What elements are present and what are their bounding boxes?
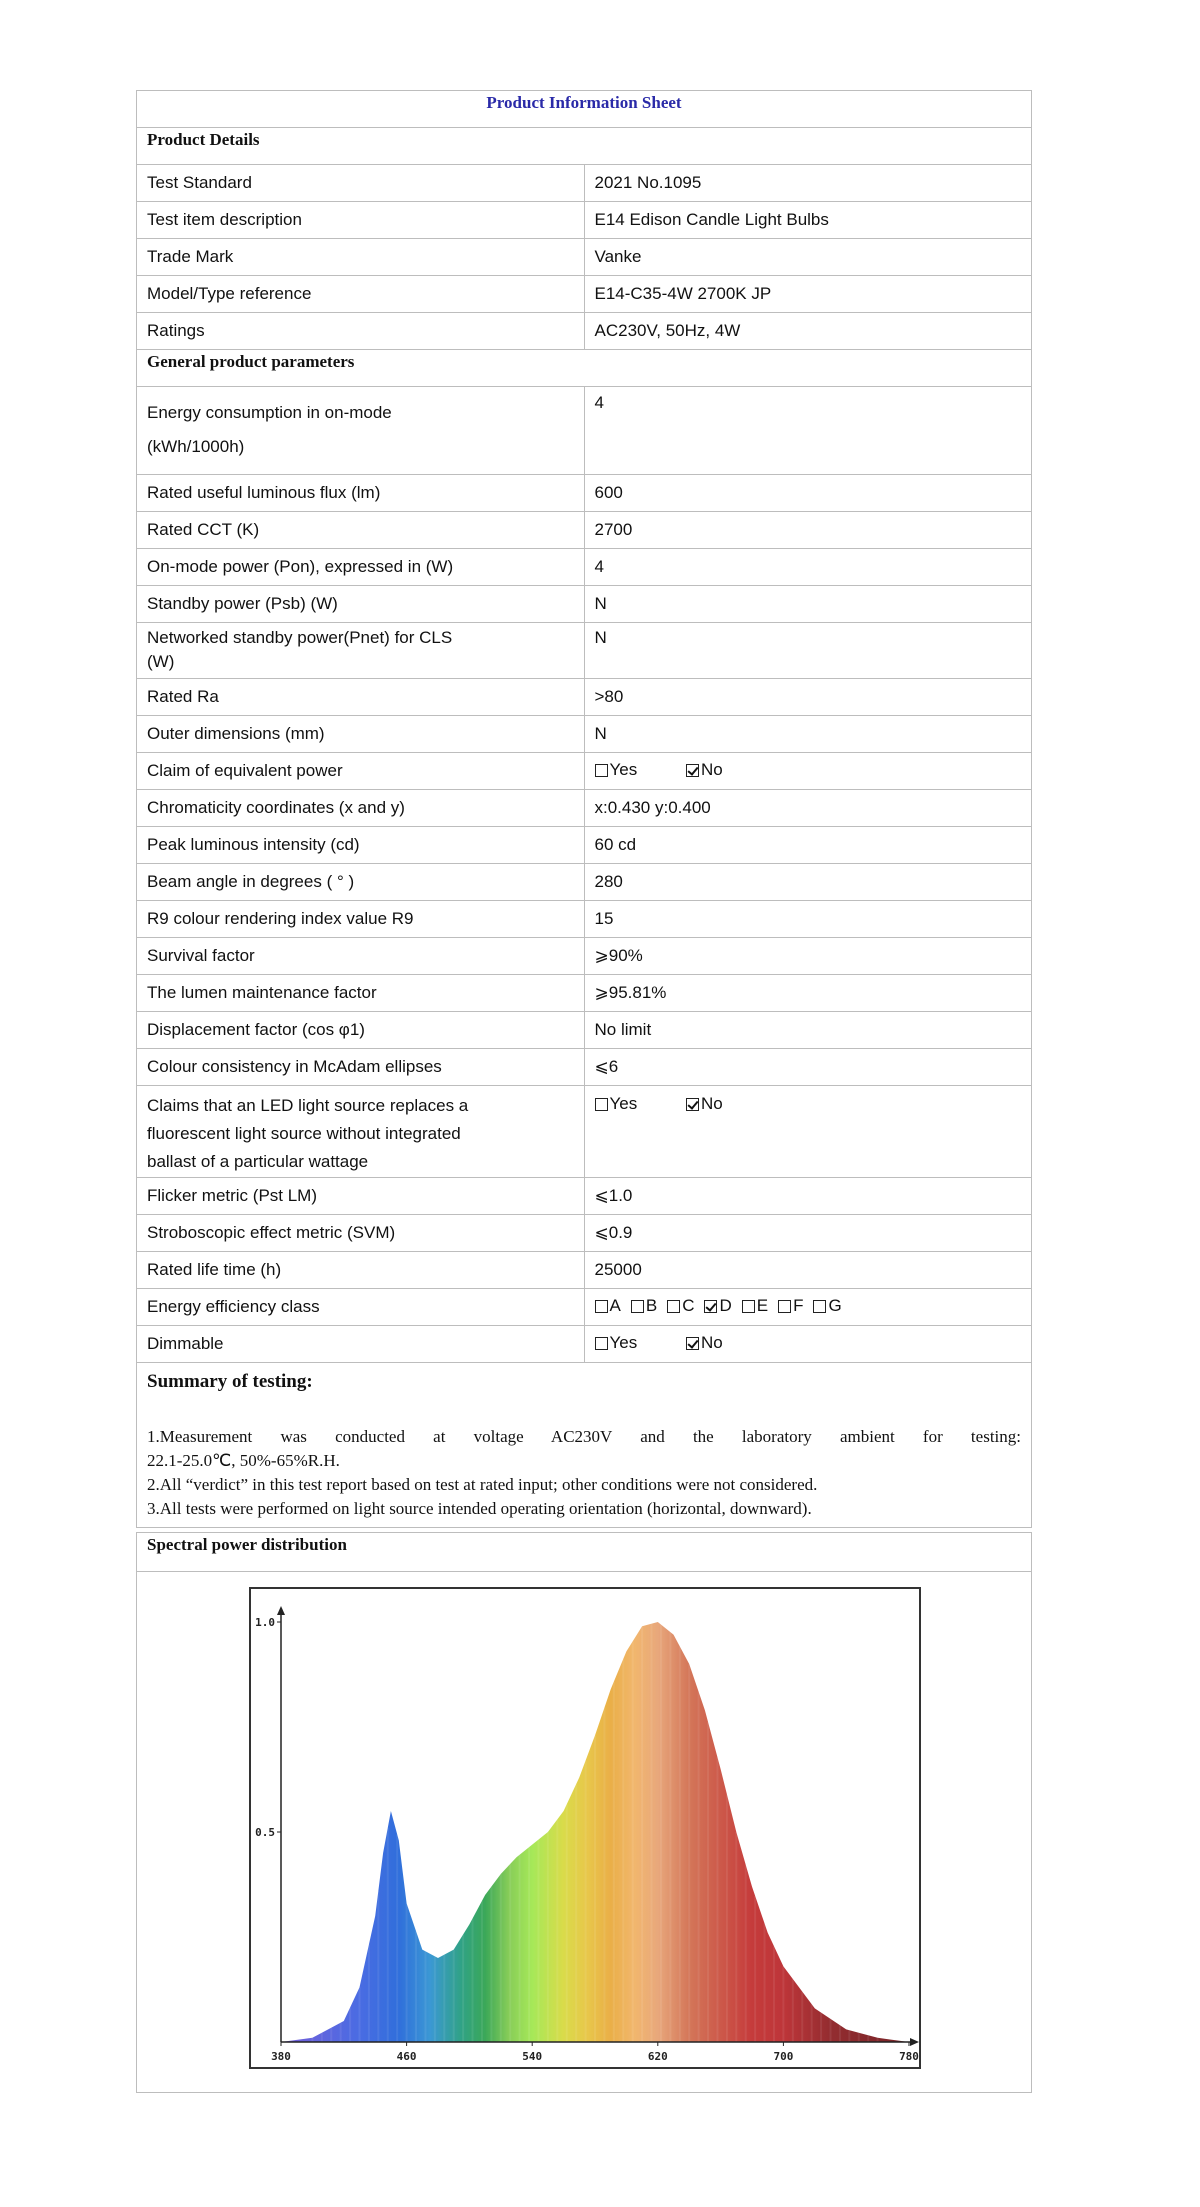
table-row [137, 313, 1032, 350]
equivalent-yes-option[interactable] [595, 758, 638, 782]
networked-label-line2: (W) [147, 652, 175, 671]
table-row [137, 239, 1032, 276]
row-value: 2700 [584, 512, 1032, 549]
section-row [137, 1533, 1032, 1572]
eec-option-c[interactable] [667, 1294, 694, 1318]
dimmable-value [584, 1326, 1032, 1363]
checkbox-unchecked-icon[interactable] [667, 1300, 680, 1313]
row-label: Standby power (Psb) (W) [137, 586, 585, 623]
table-row [137, 1215, 1032, 1252]
row-value: >80 [584, 679, 1032, 716]
checkbox-checked-icon[interactable] [704, 1300, 717, 1313]
checkbox-checked-icon[interactable] [686, 764, 699, 777]
table-row [137, 864, 1032, 901]
led-label-line3: ballast of a particular wattage [147, 1152, 369, 1171]
row-label: Stroboscopic effect metric (SVM) [137, 1215, 585, 1252]
checkbox-unchecked-icon[interactable] [742, 1300, 755, 1313]
row-label: Chromaticity coordinates (x and y) [137, 790, 585, 827]
energy-efficiency-value [584, 1289, 1032, 1326]
row-label: The lumen maintenance factor [137, 975, 585, 1012]
table-row [137, 716, 1032, 753]
dimmable-yes-option[interactable] [595, 1331, 638, 1355]
row-value: 600 [584, 475, 1032, 512]
no-label: No [700, 1094, 723, 1113]
checkbox-checked-icon[interactable] [686, 1098, 699, 1111]
row-label: Test item description [137, 202, 585, 239]
table-row [137, 623, 1032, 679]
row-value: AC230V, 50Hz, 4W [584, 313, 1032, 350]
section-row [137, 350, 1032, 387]
row-label: On-mode power (Pon), expressed in (W) [137, 549, 585, 586]
summary-row [137, 1363, 1032, 1528]
summary-line-3: 3.All tests were performed on light source intended operating orientation (horizontal, downward). [147, 1499, 812, 1518]
summary-line-1: 1.Measurement was conducted at voltage AC230V and the laboratory ambient for testing: [147, 1427, 1021, 1446]
eec-option-d[interactable] [704, 1294, 731, 1318]
table-row [137, 1178, 1032, 1215]
title-row [137, 91, 1032, 128]
table-row [137, 1086, 1032, 1178]
checkbox-unchecked-icon[interactable] [778, 1300, 791, 1313]
chart-cell [137, 1572, 1032, 2093]
row-value: ⩽6 [584, 1049, 1032, 1086]
table-row [137, 586, 1032, 623]
networked-label-line1: Networked standby power(Pnet) for CLS [147, 628, 453, 647]
row-label: Colour consistency in McAdam ellipses [137, 1049, 585, 1086]
table-row [137, 1012, 1032, 1049]
table-row [137, 202, 1032, 239]
checkbox-unchecked-icon[interactable] [595, 1337, 608, 1350]
energy-consumption-label [137, 387, 585, 475]
table-row [137, 827, 1032, 864]
row-value: 280 [584, 864, 1032, 901]
table-row [137, 679, 1032, 716]
yes-label: Yes [609, 760, 638, 780]
led-yes-option[interactable] [595, 1092, 638, 1116]
row-label: Rated life time (h) [137, 1252, 585, 1289]
y-tick-label: 1.0 [255, 1616, 275, 1629]
row-value: ⩾95.81% [584, 975, 1032, 1012]
row-value: ⩽0.9 [584, 1215, 1032, 1252]
networked-standby-value: N [584, 623, 1032, 679]
summary-line-1b: 22.1-25.0℃, 50%-65%R.H. [147, 1451, 340, 1470]
sheet-title: Product Information Sheet [137, 91, 1032, 128]
table-row [137, 790, 1032, 827]
x-tick-label: 460 [396, 2050, 417, 2063]
row-value: E14-C35-4W 2700K JP [584, 276, 1032, 313]
table-row [137, 1326, 1032, 1363]
yes-label: Yes [609, 1333, 638, 1353]
eec-option-a[interactable] [595, 1294, 621, 1318]
eec-class-label: B [645, 1296, 658, 1316]
table-row [137, 901, 1032, 938]
y-tick-label: 0.5 [255, 1826, 275, 1839]
led-replacement-label [137, 1086, 585, 1178]
row-label: Flicker metric (Pst LM) [137, 1178, 585, 1215]
dimmable-label: Dimmable [137, 1326, 585, 1363]
x-tick-label: 780 [899, 2050, 919, 2063]
row-value: 4 [584, 549, 1032, 586]
eec-option-b[interactable] [631, 1294, 657, 1318]
chart-row [137, 1572, 1032, 2093]
equivalent-power-label: Claim of equivalent power [137, 753, 585, 790]
row-label: Rated CCT (K) [137, 512, 585, 549]
table-row [137, 475, 1032, 512]
table-row [137, 387, 1032, 475]
x-tick-label: 700 [773, 2050, 794, 2063]
section-spectral: Spectral power distribution [137, 1533, 1032, 1572]
table-row [137, 1252, 1032, 1289]
row-label: Outer dimensions (mm) [137, 716, 585, 753]
eec-option-g[interactable] [813, 1294, 841, 1318]
spectral-table [136, 1532, 1032, 2093]
row-value: ⩾90% [584, 938, 1032, 975]
eec-class-label: D [719, 1296, 732, 1316]
checkbox-unchecked-icon[interactable] [595, 1300, 608, 1313]
dimmable-no-option[interactable] [686, 1331, 723, 1355]
row-value: E14 Edison Candle Light Bulbs [584, 202, 1032, 239]
checkbox-unchecked-icon[interactable] [595, 764, 608, 777]
row-value: N [584, 586, 1032, 623]
row-value: 25000 [584, 1252, 1032, 1289]
section-general-parameters: General product parameters [137, 350, 1032, 387]
row-value: 60 cd [584, 827, 1032, 864]
energy-efficiency-label: Energy efficiency class [137, 1289, 585, 1326]
spectral-chart [137, 1572, 1031, 2092]
row-value: Vanke [584, 239, 1032, 276]
row-label: Ratings [137, 313, 585, 350]
row-value: 15 [584, 901, 1032, 938]
table-row [137, 549, 1032, 586]
summary-heading: Summary of testing: [147, 1371, 313, 1392]
info-table [136, 90, 1032, 1528]
row-label: Beam angle in degrees ( ° ) [137, 864, 585, 901]
table-row [137, 975, 1032, 1012]
equivalent-no-option[interactable] [686, 758, 723, 782]
no-label: No [700, 760, 723, 780]
energy-label-line1: Energy consumption in on-mode [147, 403, 392, 422]
spectral-chart-svg [137, 1572, 1031, 2092]
table-row [137, 1049, 1032, 1086]
row-label: Trade Mark [137, 239, 585, 276]
row-label: Displacement factor (cos φ1) [137, 1012, 585, 1049]
product-information-sheet [136, 90, 1032, 2093]
row-label: Rated Ra [137, 679, 585, 716]
energy-label-line2: (kWh/1000h) [147, 437, 245, 456]
eec-class-label: F [793, 1296, 804, 1316]
checkbox-unchecked-icon[interactable] [631, 1300, 644, 1313]
table-row [137, 512, 1032, 549]
eec-option-e[interactable] [742, 1294, 768, 1318]
no-label: No [700, 1333, 723, 1353]
eec-option-f[interactable] [778, 1294, 803, 1318]
row-value: ⩽1.0 [584, 1178, 1032, 1215]
summary-line-2: 2.All “verdict” in this test report based on test at rated input; other conditions were not considered. [147, 1475, 818, 1494]
checkbox-checked-icon[interactable] [686, 1337, 699, 1350]
summary-cell [137, 1363, 1032, 1528]
row-value: x:0.430 y:0.400 [584, 790, 1032, 827]
row-label: Peak luminous intensity (cd) [137, 827, 585, 864]
networked-standby-label [137, 623, 585, 679]
eec-class-label: C [682, 1296, 695, 1316]
section-product-details: Product Details [137, 128, 1032, 165]
x-tick-label: 540 [522, 2050, 543, 2063]
energy-consumption-value: 4 [584, 387, 1032, 475]
eec-class-label: A [609, 1296, 621, 1316]
eec-class-label: E [756, 1296, 769, 1316]
row-label: Rated useful luminous flux (lm) [137, 475, 585, 512]
row-value: N [584, 716, 1032, 753]
table-row [137, 1289, 1032, 1326]
table-row [137, 938, 1032, 975]
led-label-line2: fluorescent light source without integrated [147, 1124, 461, 1143]
x-tick-label: 620 [647, 2050, 668, 2063]
table-row [137, 276, 1032, 313]
led-no-option[interactable] [686, 1092, 723, 1116]
led-label-line1: Claims that an LED light source replaces a [147, 1096, 469, 1115]
table-row [137, 165, 1032, 202]
eec-class-label: G [828, 1296, 842, 1316]
led-replacement-value [584, 1086, 1032, 1178]
equivalent-power-value [584, 753, 1032, 790]
yes-label: Yes [609, 1094, 638, 1113]
row-label: R9 colour rendering index value R9 [137, 901, 585, 938]
row-value: No limit [584, 1012, 1032, 1049]
row-label: Test Standard [137, 165, 585, 202]
checkbox-unchecked-icon[interactable] [813, 1300, 826, 1313]
x-tick-label: 380 [271, 2050, 291, 2063]
table-row [137, 753, 1032, 790]
row-label: Survival factor [137, 938, 585, 975]
row-label: Model/Type reference [137, 276, 585, 313]
section-row [137, 128, 1032, 165]
checkbox-unchecked-icon[interactable] [595, 1098, 608, 1111]
row-value: 2021 No.1095 [584, 165, 1032, 202]
